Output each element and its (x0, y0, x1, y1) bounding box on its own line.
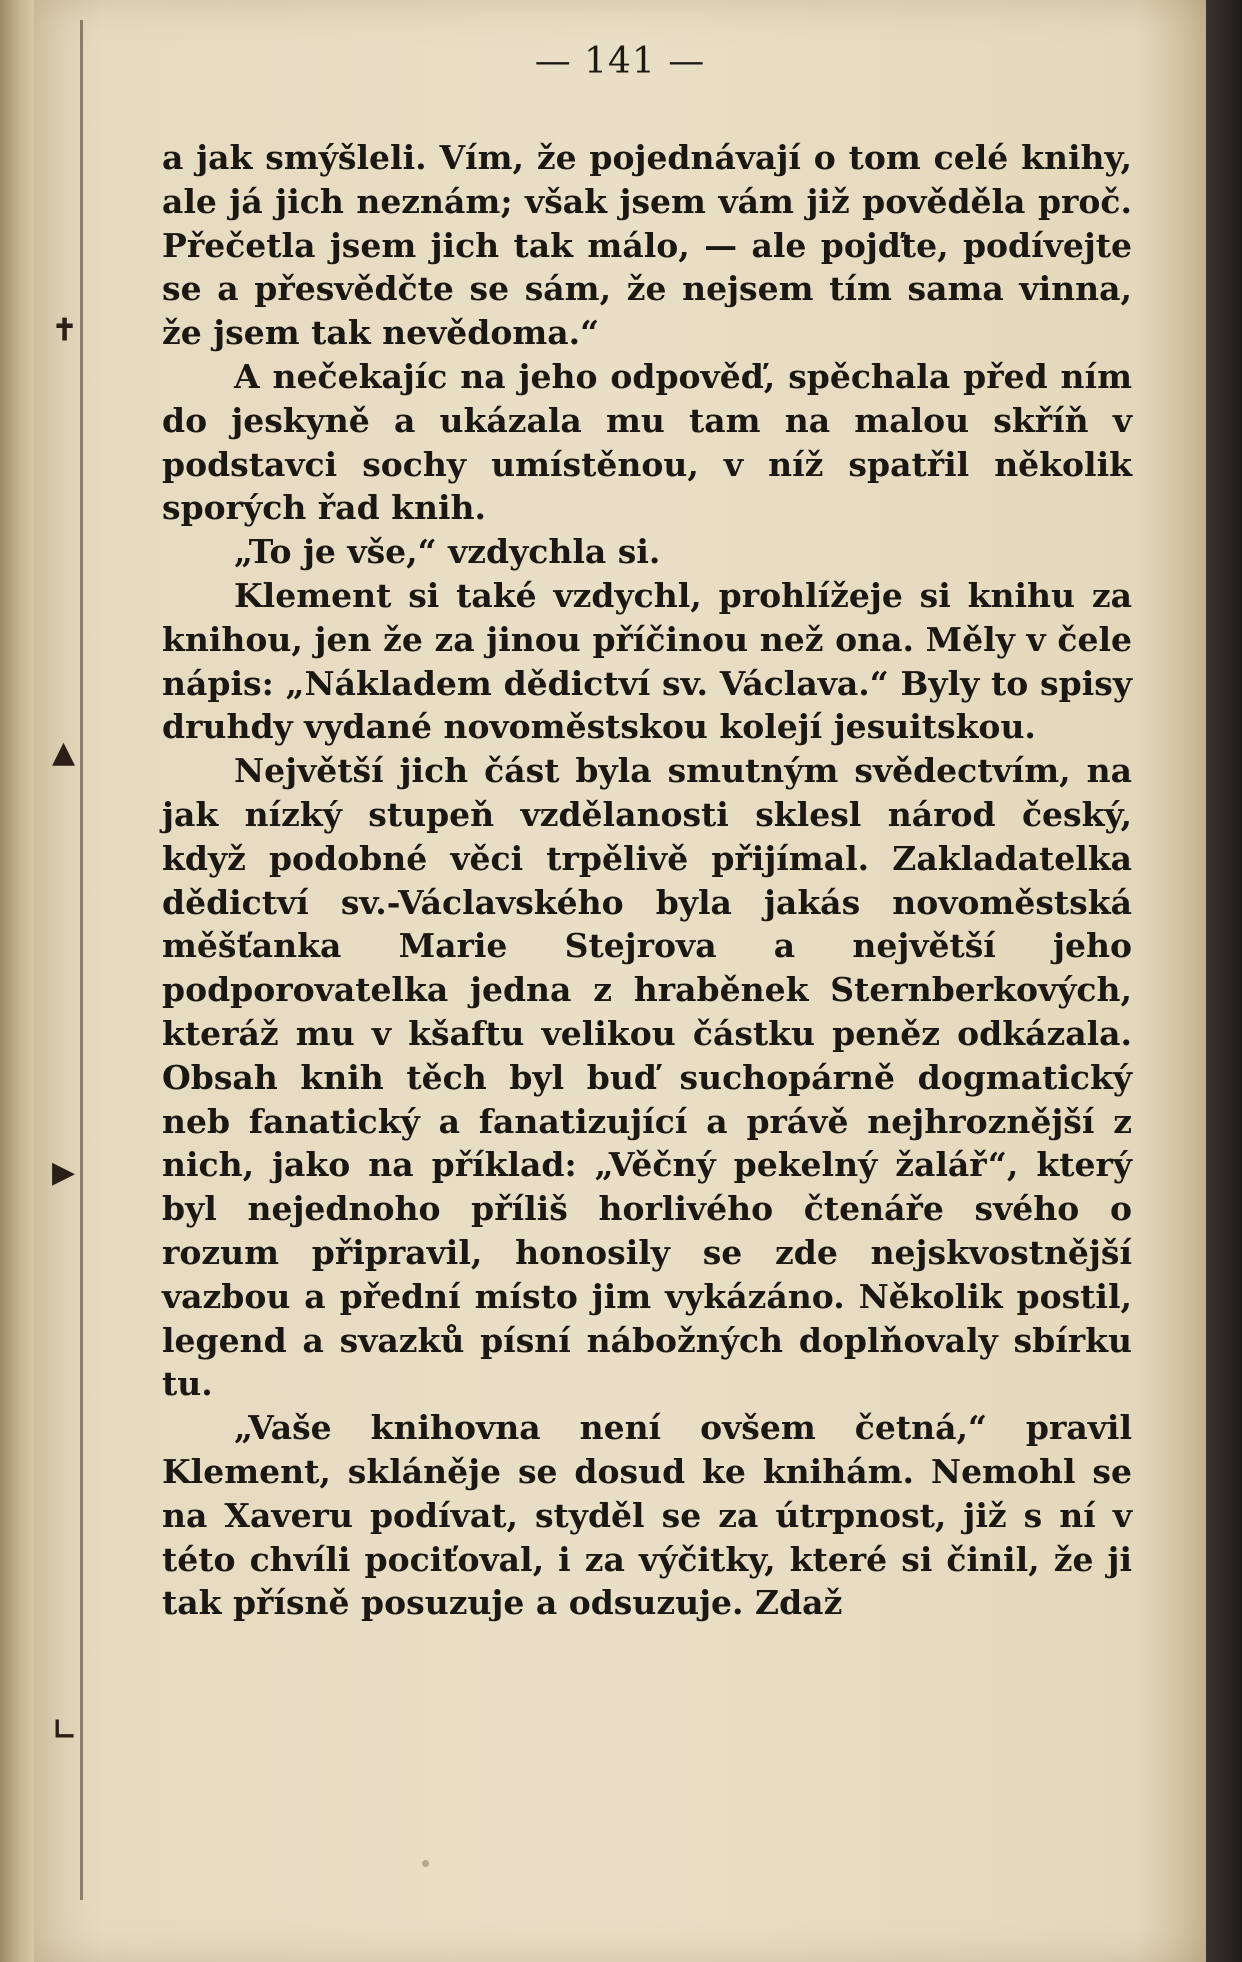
margin-mark-corner-icon: ∟ (52, 1713, 78, 1748)
body-text (162, 136, 1132, 1625)
paragraph-1: a jak smýšleli. Vím, že pojednávají o tom celé knihy, ale já jich neznám; však jsem vám již pověděla proč. Přečetla jsem jich tak málo, — ale pojďte, podívejte se a přesvědčte se sám, že nejsem tím sama vinna, že jsem tak nevědoma.“ (162, 138, 1132, 353)
page-number: — 141 — (534, 41, 706, 82)
margin-mark-arrow-icon: ▶ (52, 1155, 76, 1190)
page-edge-shadow (1206, 0, 1242, 1962)
paragraph-6: „Vaše knihovna není ovšem četná,“ pravil Klement, skláněje se dosud ke knihám. Nemohl se na Xaveru podívat, styděl se za útrpnost, již s ní v této chvíli pociťoval, i za výčitky, které si činil, že ji tak přísně posuzuje a odsuzuje. Zdaž (162, 1408, 1132, 1623)
margin-mark-cross-icon: ✝ (52, 313, 78, 348)
paragraph-5: Největší jich část byla smutným svědectvím, na jak nízký stupeň vzdělanosti sklesl národ český, když podobné věci trpělivě přijímal. Zakladatelka dědictví sv.-Václavského byla jakás novoměstská měšťanka Marie Stejrova a největší jeho podporovatelka jedna z hraběnek Sternberkových, kteráž mu v kšaftu velikou částku peněz odkázala. Obsah knih těch byl buď suchopárně dogmatický neb fanatický a fanatizující a právě nejhroznější z nich, jako na příklad: „Věčný pekelný žalář“, který byl nejednoho příliš horlivého čtenáře svého o rozum připravil, honosily se zde nejskvostnější vazbou a přední místo jim vykázáno. Několik postil, legend a svazků písní nábožných doplňovaly sbírku tu. (162, 751, 1132, 1404)
paragraph-2: A nečekajíc na jeho odpověď, spěchala před ním do jeskyně a ukázala mu tam na malou skříň v podstavci sochy umístěnou, v níž spatřil několik sporých řad knih. (162, 356, 1132, 528)
paragraph-4: Klement si také vzdychl, prohlížeje si knihu za knihou, jen že za jinou příčinou než ona. Měly v čele nápis: „Nákladem dědictví sv. Václava.“ Byly to spisy druhdy vydané novoměstskou kolejí jesuitskou. (162, 575, 1132, 747)
book-page (34, 0, 1206, 1962)
paper-speck (422, 1860, 429, 1867)
margin-mark-triangle-icon: ▲ (52, 735, 76, 770)
paragraph-3: „To je vše,“ vzdychla si. (234, 532, 661, 572)
book-spine-shadow (0, 0, 34, 1962)
margin-rule (80, 20, 83, 1900)
